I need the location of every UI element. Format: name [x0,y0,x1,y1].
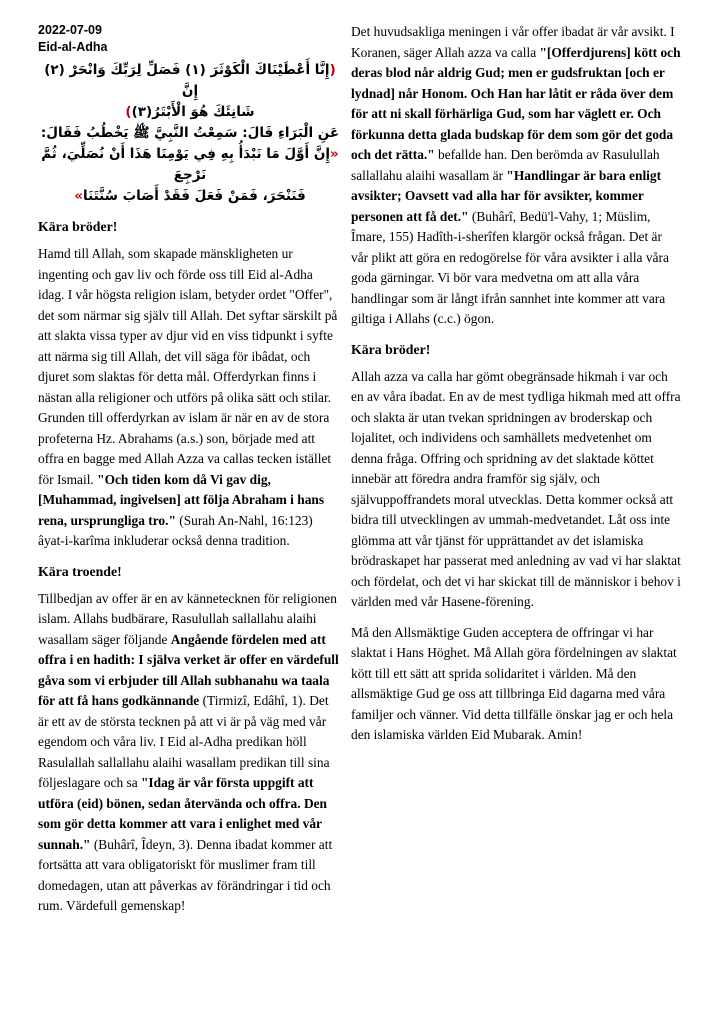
right-paragraph-2: Allah azza va calla har gömt obegränsade hikmah i var och en av våra ibadat. En av de mest tydliga hikmah med att offra och slakta är utan tvekan spridningen av broderskap och lojalitet, och individens och samhällets medvetenhet om denna fråga. Offring och spridning av det slaktade köttet innebär att föredra andra framför sig själv, och självuppoffrandets moral utvecklas. Detta kommer också att bidra till utvecklingen av ummah-medvetandet. Låt oss inte glömma att vår tjänst för upprättandet av det islamiska brödraskapet har passerat med anledning av vad vi har slaktat och fördelat, och det vi har skickat till de människor i behov i världen med vår Hasene-förening. [351,368,681,609]
red-open-paren: ( [329,62,336,78]
red-open-guillemet: « [330,146,339,162]
arabic-quran-line-1 [38,60,342,102]
text-run: (Tirmizî, Edâhî, 1). Det är ett av de största tecknen på att vi är på väg med vår egendom och våra liv. I Eid al-Adha predikan höll Rasulallah sallallahu alaihi wasallam predikan till sina följeslagare och sa [38,693,330,790]
text-run: شَانِئَكَ هُوَ الْأَبْتَرُ(٣) [131,104,255,120]
left-paragraph-1 [38,244,342,552]
bold-quote-run: "Och tiden kom då Vi gav dig, [Muhammad, ingivelsen] att följa Abraham i hans rena, ursprungliga tro." [38,471,325,528]
red-close-guillemet: » [74,188,83,204]
document-header [38,22,342,55]
right-paragraph-1 [351,22,681,330]
bold-quote-run: Angående fördelen med att offra i en hadith: I själva verket är offer en värdefull gåva som vi erbjuder till Allah subhanahu wa taala för att få hans godkännande [38,631,339,708]
left-paragraph-2 [38,589,342,917]
text-run: Det huvudsakliga meningen i vår offer ibadat är vår avsikt. I Koranen, säger Allah azza va calla [351,24,675,60]
section-heading-kara-broder-left: Kära bröder! [38,219,118,234]
arabic-quran-line-2 [38,102,342,123]
arabic-hadith-line-1 [38,144,342,186]
text-run: إِنَّ أَوَّلَ مَا نَبْدَأُ بِهِ فِي يَوْمِنَا هَذَا أَنْ نُصَلِّيَ، ثُمَّ نَرْجِعَ [41,146,331,183]
arabic-hadith-line-2 [38,186,342,207]
text-run: (Surah An-Nahl, 16:123) âyat-i-karîma inkluderar också denna tradition. [38,512,313,548]
document-title: Eid-al-Adha [38,39,108,54]
left-column [38,22,342,927]
text-run: Hamd till Allah, som skapade mänskligheten ur ingenting och gav liv och förde oss till Eid al-Adha idag. I vår högsta religion islam, betyder ordet "Offer", det som närmar sig själv till Allah. Det syftar särskilt på att slakta vissa typer av djur vid en viss tidpunkt i syfte att närma sig till Allah, det vill säga för ibâdat, och djuret som slaktas för detta mål. Offerdyrkan finns i nästan alla religioner och utförs på olika sätt och stilar. Grunden till offerdyrkan av islam är när en av de stora profeterna Hz. Abrahams (a.s.) son, började med att offra en bagge med Allah Azza va callas tecken istället för Ismail. [38,246,338,487]
text-run: (Buhârî, Bedü'l-Vahy, 1; Müslim, Îmare, 155) Hadîth-i-sherîfen klargör också frågan. Det är vår plikt att göra en redogörelse för våra avsikter i alla våra goda gärningar. Vi bör vara medvetna om att alla våra handlingar som är långt ifrån sannhet inte kommer att vara giltiga i Allahs (c.c.) ögon. [351,208,669,326]
bold-quote-run: "[Offerdjurens] kött och deras blod når aldrig Gud; men er gudsfruktan [och er lydnad] når Honom. Och Han har låtit er råda över dem för att ni skall förhärliga Gud, som har väglett er. Och förkunna detta glada budskap för dem som gör det goda och det rätta." [351,44,681,162]
two-column-layout [38,22,694,927]
text-run: befallde han. Den berömda av Rasulullah sallallahu alaihi wasallam är [351,147,660,183]
text-run: فَنَنْحَرَ، فَمَنْ فَعَلَ فَقَدْ أَصَابَ سُنَّتَنَا [83,188,306,204]
bold-quote-run: "Handlingar är bara enligt avsikter; Oavsett vad alla har för avsikter, kommer personen att få det." [351,167,662,224]
document-date: 2022-07-09 [38,23,102,37]
right-paragraph-3: Må den Allsmäktige Guden acceptera de offringar vi har slaktat i Hans Höghet. Må Allah göra fördelningen av slaktat kött till ett sätt att sprida solidaritet i världen. Må den allsmäktige Gud ge oss att tillbringa Eid dagarna med våra familjer och vänner. Vid detta tillfälle önskar jag er och hela den islamiska världen Eid Mubarak. Amin! [351,624,677,742]
text-run: إِنَّا أَعْطَيْنَاكَ الْكَوْثَرَ (١) فَصَلِّ لِرَبِّكَ وَانْحَرْ (٢) إِنَّ [44,62,330,99]
right-column [351,22,681,927]
red-close-paren: ) [125,104,132,120]
section-heading-kara-troende: Kära troende! [38,563,122,579]
bold-quote-run: "Idag är vår första uppgift att utföra (eid) bönen, sedan återvända och offra. Den som gör detta kommer att vara i enlighet med vår sunnah." [38,775,328,852]
arabic-quote-block [38,60,342,207]
text-run: (Buhârî, Îdeyn, 3). Denna ibadat kommer att fortsätta att vara obligatoriskt för muslimer fram till domedagen, utan att påverkas av förändringar i tid och rum. Värdefull gemenskap! [38,836,333,913]
section-heading-kara-broder-right: Kära bröder! [351,341,431,357]
arabic-narration-line: عَنِ الْبَرَاءِ قَالَ: سَمِعْتُ النَّبِيَّ ﷺ يَخْطُبُ فَقَالَ: [40,125,340,141]
text-run: Tillbedjan av offer är en av kännetecknen för religionen islam. Allahs budbärare, Rasulullah sallallahu alaihi wasallam säger följande [38,590,337,647]
